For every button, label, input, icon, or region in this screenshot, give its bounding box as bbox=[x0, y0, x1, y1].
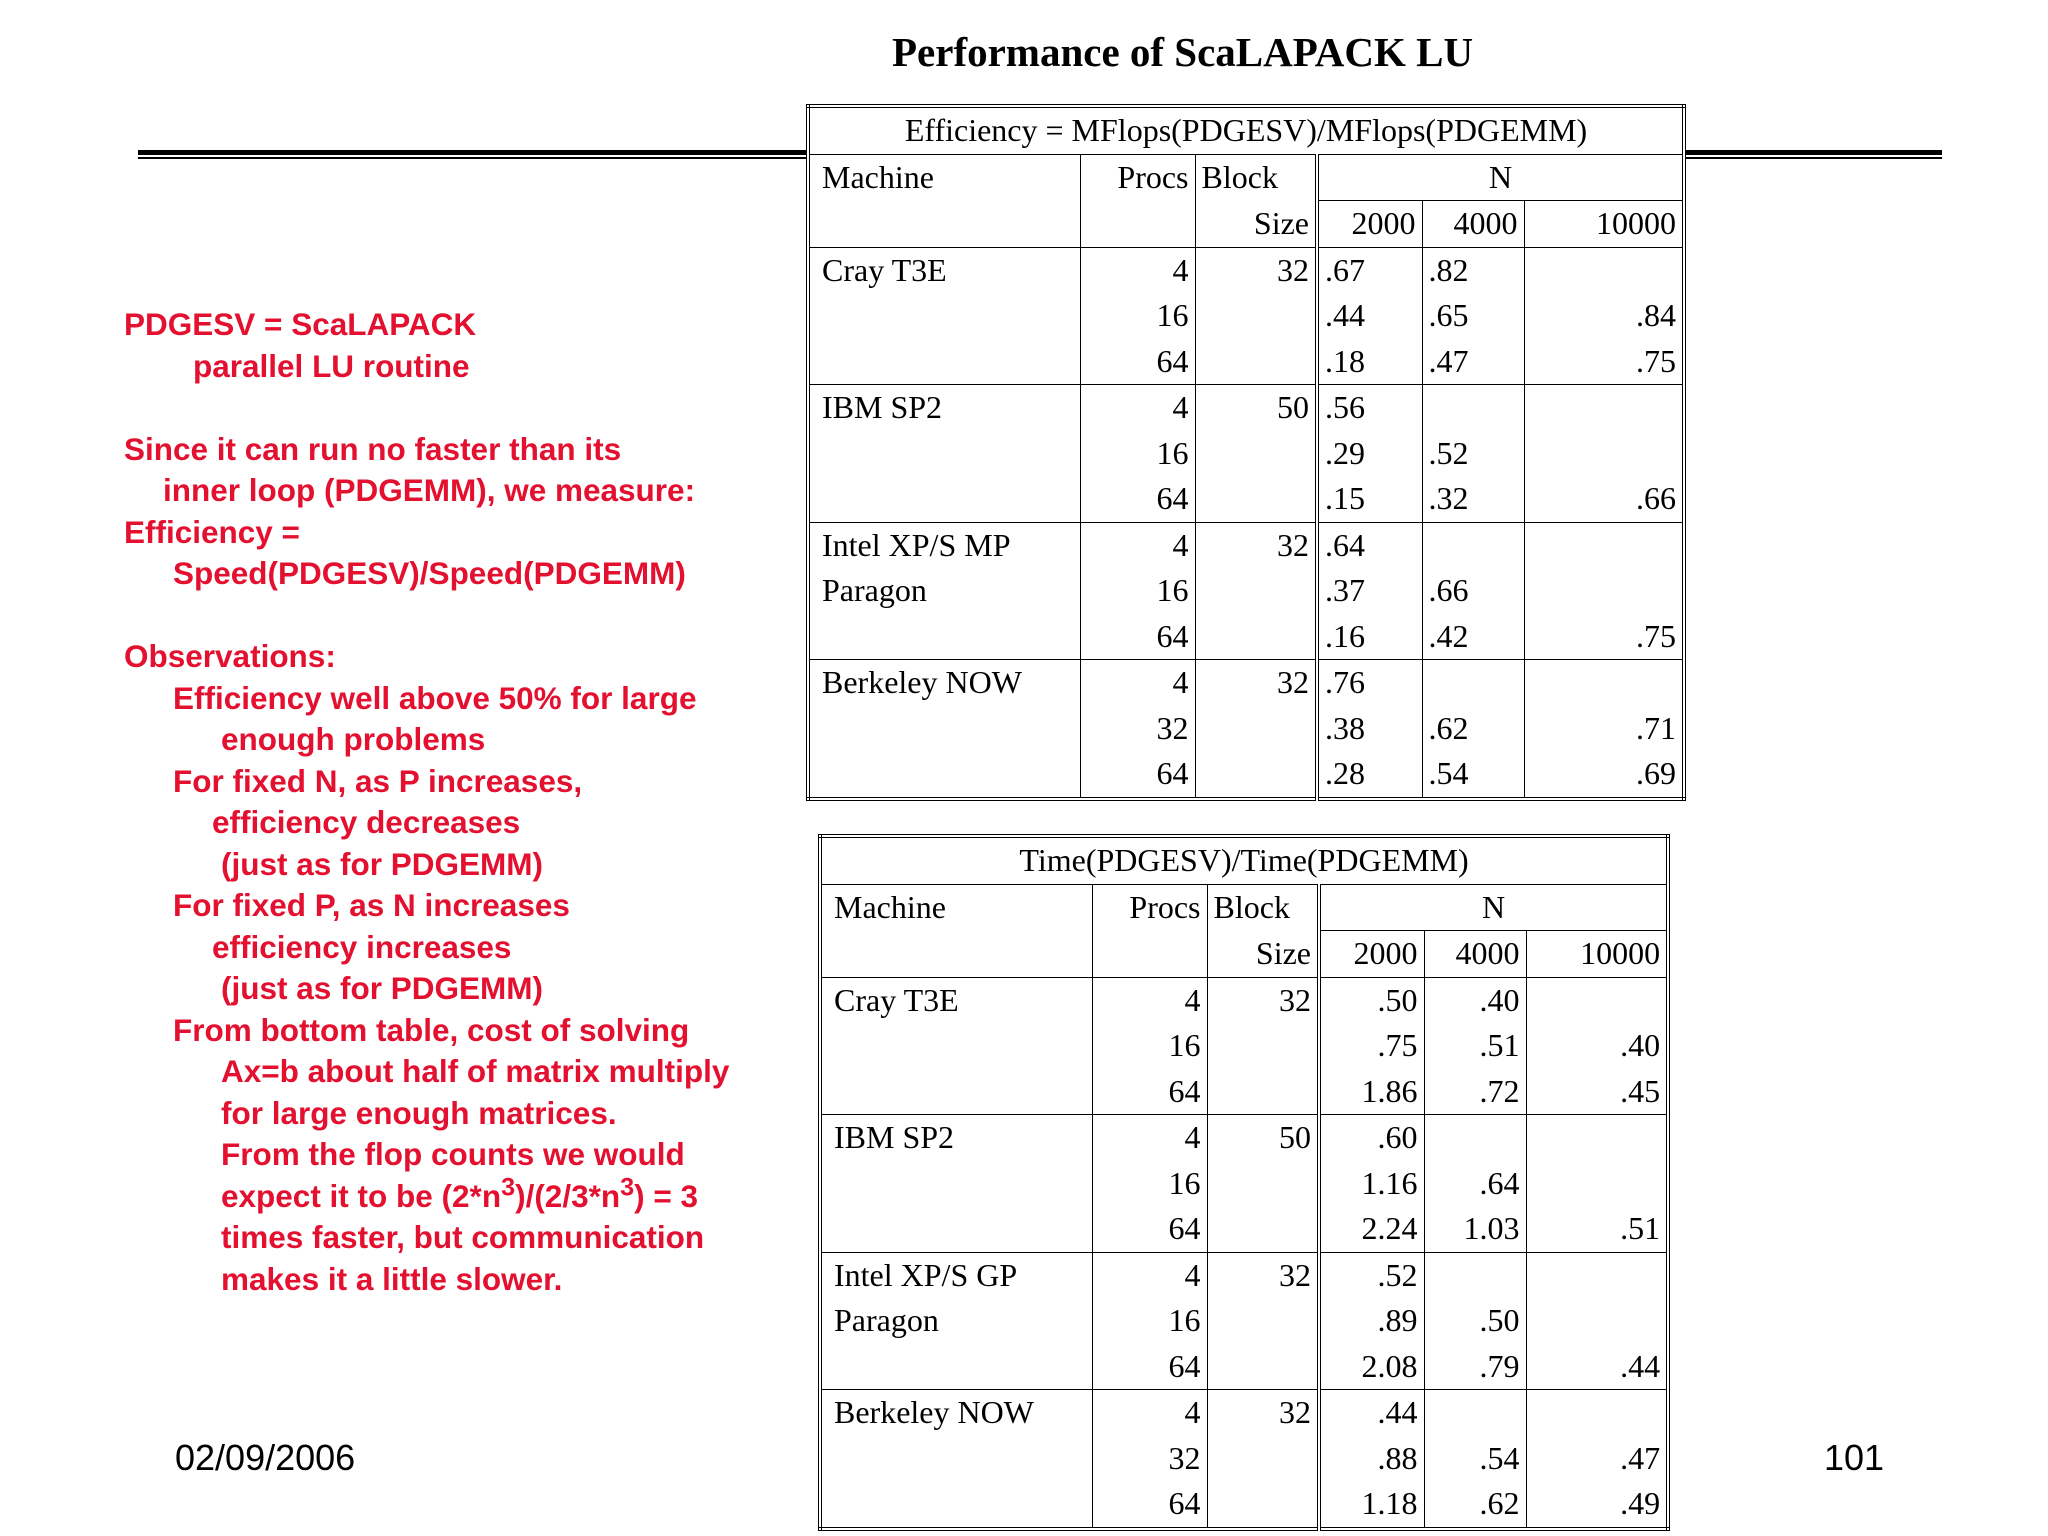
value-cell: .76 bbox=[1317, 660, 1422, 706]
notes-line: Since it can run no faster than its bbox=[124, 430, 622, 467]
machine-cell: Paragon bbox=[834, 1302, 939, 1339]
slide-title: Performance of ScaLAPACK LU bbox=[892, 29, 1474, 75]
formula-part: )/(2/3*n bbox=[515, 1177, 621, 1214]
notes-line: efficiency decreases bbox=[212, 804, 521, 840]
notes-line: times faster, but communication bbox=[221, 1219, 705, 1255]
table-row bbox=[808, 751, 1684, 799]
table-row bbox=[808, 247, 1684, 293]
notes-line: For fixed P, as N increases bbox=[173, 887, 570, 923]
procs-header: Procs bbox=[1080, 154, 1195, 201]
n-10000-header: 10000 bbox=[1526, 931, 1668, 978]
procs-cell: 64 bbox=[1092, 1069, 1207, 1115]
value-cell: 1.86 bbox=[1319, 1069, 1424, 1115]
table-row bbox=[820, 1069, 1668, 1115]
value-cell: .75 bbox=[1319, 1023, 1424, 1069]
notes-line: Observations: bbox=[124, 638, 336, 674]
block-size-cell: 50 bbox=[1207, 1115, 1319, 1161]
procs-cell: 64 bbox=[1080, 339, 1195, 385]
value-cell bbox=[1424, 1252, 1526, 1298]
notes-text-block bbox=[124, 304, 784, 1300]
value-cell: .54 bbox=[1424, 1436, 1526, 1482]
machine-cell: Paragon bbox=[822, 572, 927, 609]
procs-cell: 16 bbox=[1080, 293, 1195, 339]
table-title: Time(PDGESV)/Time(PDGEMM) bbox=[820, 836, 1668, 884]
value-cell bbox=[1526, 1252, 1668, 1298]
block-size-header: Size bbox=[1207, 931, 1319, 978]
machine-cell: IBM SP2 bbox=[808, 385, 1080, 431]
procs-cell: 4 bbox=[1080, 385, 1195, 431]
block-size-cell bbox=[1195, 751, 1317, 799]
value-cell bbox=[1422, 660, 1524, 706]
value-cell: .54 bbox=[1422, 751, 1524, 799]
machine-cell bbox=[808, 431, 1080, 477]
table-row bbox=[820, 1344, 1668, 1390]
block-size-cell bbox=[1195, 431, 1317, 477]
table-row bbox=[808, 476, 1684, 522]
notes-line: efficiency increases bbox=[212, 928, 512, 965]
block-size-cell bbox=[1207, 1069, 1319, 1115]
notes-line-formula bbox=[124, 1173, 784, 1218]
value-cell: .67 bbox=[1317, 247, 1422, 293]
procs-cell: 16 bbox=[1080, 431, 1195, 477]
notes-line: for large enough matrices. bbox=[221, 1094, 617, 1131]
procs-cell: 64 bbox=[1092, 1481, 1207, 1529]
value-cell: .47 bbox=[1526, 1436, 1668, 1482]
table-row bbox=[808, 385, 1684, 431]
value-cell: 1.18 bbox=[1319, 1481, 1424, 1529]
n-2000-header: 2000 bbox=[1317, 201, 1422, 248]
value-cell: .49 bbox=[1526, 1481, 1668, 1529]
machine-cell bbox=[808, 614, 1080, 660]
empty-cell bbox=[1080, 201, 1195, 248]
notes-line: From bottom table, cost of solving bbox=[173, 1011, 690, 1048]
table-row bbox=[820, 1436, 1668, 1482]
value-cell bbox=[1424, 1115, 1526, 1161]
procs-cell: 4 bbox=[1080, 522, 1195, 568]
value-cell bbox=[1526, 1298, 1668, 1344]
machine-cell bbox=[808, 339, 1080, 385]
value-cell bbox=[1526, 1115, 1668, 1161]
value-cell: .44 bbox=[1317, 293, 1422, 339]
value-cell: .75 bbox=[1524, 339, 1684, 385]
value-cell: .64 bbox=[1424, 1161, 1526, 1207]
value-cell bbox=[1524, 385, 1684, 431]
procs-cell: 64 bbox=[1092, 1344, 1207, 1390]
procs-cell: 16 bbox=[1092, 1161, 1207, 1207]
machine-cell: IBM SP2 bbox=[820, 1115, 1092, 1161]
value-cell: .38 bbox=[1317, 706, 1422, 752]
value-cell: .16 bbox=[1317, 614, 1422, 660]
table-row bbox=[808, 614, 1684, 660]
notes-line: makes it a little slower. bbox=[221, 1260, 563, 1297]
table-row bbox=[808, 660, 1684, 706]
machine-cell bbox=[808, 751, 1080, 799]
table-row bbox=[820, 1481, 1668, 1529]
table-header-row bbox=[820, 884, 1668, 931]
block-size-cell: 32 bbox=[1207, 1252, 1319, 1298]
block-size-cell bbox=[1207, 1344, 1319, 1390]
table-header-row bbox=[820, 931, 1668, 978]
machine-cell bbox=[820, 1436, 1092, 1482]
notes-line: For fixed N, as P increases, bbox=[173, 762, 583, 799]
table-row bbox=[820, 1161, 1668, 1207]
block-size-cell bbox=[1195, 614, 1317, 660]
value-cell bbox=[1526, 977, 1668, 1023]
value-cell: .84 bbox=[1524, 293, 1684, 339]
notes-line: Speed(PDGESV)/Speed(PDGEMM) bbox=[173, 555, 686, 591]
table-title-row bbox=[820, 836, 1668, 884]
n-2000-header: 2000 bbox=[1319, 931, 1424, 978]
table-header-row bbox=[808, 201, 1684, 248]
table-row bbox=[808, 706, 1684, 752]
notes-line: Ax=b about half of matrix multiply bbox=[221, 1053, 730, 1089]
empty-cell bbox=[1092, 931, 1207, 978]
value-cell: .32 bbox=[1422, 476, 1524, 522]
value-cell: .37 bbox=[1317, 568, 1422, 614]
procs-cell: 4 bbox=[1092, 1115, 1207, 1161]
machine-cell bbox=[820, 1069, 1092, 1115]
procs-cell: 4 bbox=[1092, 1252, 1207, 1298]
block-size-cell: 32 bbox=[1195, 247, 1317, 293]
procs-cell: 16 bbox=[1080, 568, 1195, 614]
notes-line: enough problems bbox=[221, 721, 486, 757]
table-row bbox=[808, 522, 1684, 568]
value-cell: .89 bbox=[1319, 1298, 1424, 1344]
table-row bbox=[820, 1115, 1668, 1161]
block-size-header: Block bbox=[1207, 884, 1319, 931]
value-cell: .44 bbox=[1526, 1344, 1668, 1390]
machine-header: Machine bbox=[834, 889, 946, 925]
value-cell: 2.24 bbox=[1319, 1206, 1424, 1252]
machine-cell bbox=[820, 1344, 1092, 1390]
notes-line: PDGESV = ScaLAPACK bbox=[124, 306, 477, 342]
procs-cell: 32 bbox=[1080, 706, 1195, 752]
value-cell: .50 bbox=[1319, 977, 1424, 1023]
block-size-cell: 32 bbox=[1207, 977, 1319, 1023]
block-size-header: Block bbox=[1195, 154, 1317, 201]
table-row bbox=[820, 1206, 1668, 1252]
procs-cell: 16 bbox=[1092, 1023, 1207, 1069]
machine-cell bbox=[820, 1481, 1092, 1529]
table-row bbox=[808, 568, 1684, 614]
value-cell: .66 bbox=[1524, 476, 1684, 522]
n-header: N bbox=[1317, 154, 1684, 201]
block-size-cell bbox=[1195, 568, 1317, 614]
block-size-cell: 32 bbox=[1207, 1390, 1319, 1436]
table-row bbox=[820, 1390, 1668, 1436]
procs-cell: 4 bbox=[1080, 660, 1195, 706]
block-size-cell bbox=[1207, 1436, 1319, 1482]
value-cell: .64 bbox=[1317, 522, 1422, 568]
machine-cell bbox=[808, 476, 1080, 522]
machine-cell bbox=[820, 1206, 1092, 1252]
value-cell: .47 bbox=[1422, 339, 1524, 385]
value-cell: 1.16 bbox=[1319, 1161, 1424, 1207]
procs-cell: 64 bbox=[1080, 751, 1195, 799]
block-size-cell: 50 bbox=[1195, 385, 1317, 431]
value-cell: .52 bbox=[1319, 1252, 1424, 1298]
machine-cell bbox=[820, 1023, 1092, 1069]
procs-cell: 4 bbox=[1092, 977, 1207, 1023]
table-row bbox=[808, 293, 1684, 339]
block-size-cell bbox=[1207, 1481, 1319, 1529]
notes-line: Efficiency well above 50% for large bbox=[173, 679, 697, 716]
notes-spacer bbox=[124, 387, 784, 429]
procs-cell: 16 bbox=[1092, 1298, 1207, 1344]
value-cell: .18 bbox=[1317, 339, 1422, 385]
machine-cell: Berkeley NOW bbox=[808, 660, 1080, 706]
table-row bbox=[820, 1252, 1668, 1298]
table-title: Efficiency = MFlops(PDGESV)/MFlops(PDGEMM) bbox=[808, 106, 1684, 154]
n-4000-header: 4000 bbox=[1424, 931, 1526, 978]
block-size-cell: 32 bbox=[1195, 522, 1317, 568]
value-cell: .51 bbox=[1424, 1023, 1526, 1069]
value-cell: .28 bbox=[1317, 751, 1422, 799]
value-cell: .52 bbox=[1422, 431, 1524, 477]
block-size-cell bbox=[1207, 1161, 1319, 1207]
machine-header: Machine bbox=[822, 159, 934, 195]
block-size-cell bbox=[1195, 339, 1317, 385]
notes-line: inner loop (PDGEMM), we measure: bbox=[163, 472, 696, 508]
value-cell: .51 bbox=[1526, 1206, 1668, 1252]
formula-exponent: 3 bbox=[501, 1173, 516, 1202]
empty-cell bbox=[808, 201, 1080, 248]
formula-part: expect it to be (2*n bbox=[221, 1177, 502, 1214]
n-header: N bbox=[1319, 884, 1668, 931]
value-cell: .69 bbox=[1524, 751, 1684, 799]
table-row bbox=[808, 339, 1684, 385]
notes-line: (just as for PDGEMM) bbox=[221, 845, 544, 882]
procs-cell: 64 bbox=[1080, 476, 1195, 522]
value-cell: .40 bbox=[1424, 977, 1526, 1023]
value-cell bbox=[1524, 431, 1684, 477]
value-cell: .15 bbox=[1317, 476, 1422, 522]
value-cell: .88 bbox=[1319, 1436, 1424, 1482]
value-cell bbox=[1524, 660, 1684, 706]
value-cell bbox=[1424, 1390, 1526, 1436]
value-cell: .62 bbox=[1422, 706, 1524, 752]
notes-line: (just as for PDGEMM) bbox=[221, 970, 544, 1006]
value-cell: .42 bbox=[1422, 614, 1524, 660]
procs-cell: 32 bbox=[1092, 1436, 1207, 1482]
n-10000-header: 10000 bbox=[1524, 201, 1684, 248]
block-size-cell: 32 bbox=[1195, 660, 1317, 706]
machine-cell: Berkeley NOW bbox=[820, 1390, 1092, 1436]
table-row bbox=[820, 1298, 1668, 1344]
machine-cell: Cray T3E bbox=[820, 977, 1092, 1023]
value-cell: .62 bbox=[1424, 1481, 1526, 1529]
value-cell bbox=[1524, 522, 1684, 568]
notes-line: Efficiency = bbox=[124, 513, 300, 550]
table-row bbox=[808, 431, 1684, 477]
value-cell: .66 bbox=[1422, 568, 1524, 614]
time-ratio-table bbox=[818, 834, 1670, 1531]
formula-exponent: 3 bbox=[620, 1173, 635, 1202]
value-cell: 2.08 bbox=[1319, 1344, 1424, 1390]
formula-part: ) = 3 bbox=[634, 1177, 699, 1214]
table-title-row bbox=[808, 106, 1684, 154]
notes-spacer bbox=[124, 595, 784, 637]
value-cell: .50 bbox=[1424, 1298, 1526, 1344]
value-cell: .82 bbox=[1422, 247, 1524, 293]
machine-cell: Cray T3E bbox=[808, 247, 1080, 293]
block-size-cell bbox=[1195, 706, 1317, 752]
value-cell: .45 bbox=[1526, 1069, 1668, 1115]
efficiency-table bbox=[806, 104, 1686, 801]
table-row bbox=[820, 1023, 1668, 1069]
value-cell bbox=[1526, 1161, 1668, 1207]
value-cell bbox=[1422, 522, 1524, 568]
procs-cell: 64 bbox=[1080, 614, 1195, 660]
machine-cell bbox=[808, 706, 1080, 752]
value-cell: .56 bbox=[1317, 385, 1422, 431]
value-cell bbox=[1524, 247, 1684, 293]
value-cell: .65 bbox=[1422, 293, 1524, 339]
value-cell bbox=[1524, 568, 1684, 614]
value-cell: .60 bbox=[1319, 1115, 1424, 1161]
procs-header: Procs bbox=[1092, 884, 1207, 931]
machine-cell: Intel XP/S GP bbox=[820, 1252, 1092, 1298]
value-cell bbox=[1422, 385, 1524, 431]
table-row bbox=[820, 977, 1668, 1023]
procs-cell: 4 bbox=[1080, 247, 1195, 293]
machine-cell: Intel XP/S MP bbox=[808, 522, 1080, 568]
value-cell: .75 bbox=[1524, 614, 1684, 660]
table-header-row bbox=[808, 154, 1684, 201]
value-cell: .40 bbox=[1526, 1023, 1668, 1069]
n-4000-header: 4000 bbox=[1422, 201, 1524, 248]
notes-line: parallel LU routine bbox=[193, 347, 470, 384]
value-cell: .44 bbox=[1319, 1390, 1424, 1436]
block-size-cell bbox=[1207, 1206, 1319, 1252]
machine-cell bbox=[820, 1161, 1092, 1207]
footer-date: 02/09/2006 bbox=[175, 1437, 356, 1478]
block-size-header: Size bbox=[1195, 201, 1317, 248]
block-size-cell bbox=[1195, 293, 1317, 339]
page-number: 101 bbox=[1824, 1437, 1885, 1478]
value-cell: .72 bbox=[1424, 1069, 1526, 1115]
notes-line: From the flop counts we would bbox=[221, 1136, 685, 1172]
value-cell bbox=[1526, 1390, 1668, 1436]
machine-cell bbox=[808, 293, 1080, 339]
value-cell: 1.03 bbox=[1424, 1206, 1526, 1252]
value-cell: .71 bbox=[1524, 706, 1684, 752]
block-size-cell bbox=[1207, 1023, 1319, 1069]
empty-cell bbox=[820, 931, 1092, 978]
procs-cell: 4 bbox=[1092, 1390, 1207, 1436]
block-size-cell bbox=[1195, 476, 1317, 522]
value-cell: .29 bbox=[1317, 431, 1422, 477]
block-size-cell bbox=[1207, 1298, 1319, 1344]
value-cell: .79 bbox=[1424, 1344, 1526, 1390]
procs-cell: 64 bbox=[1092, 1206, 1207, 1252]
